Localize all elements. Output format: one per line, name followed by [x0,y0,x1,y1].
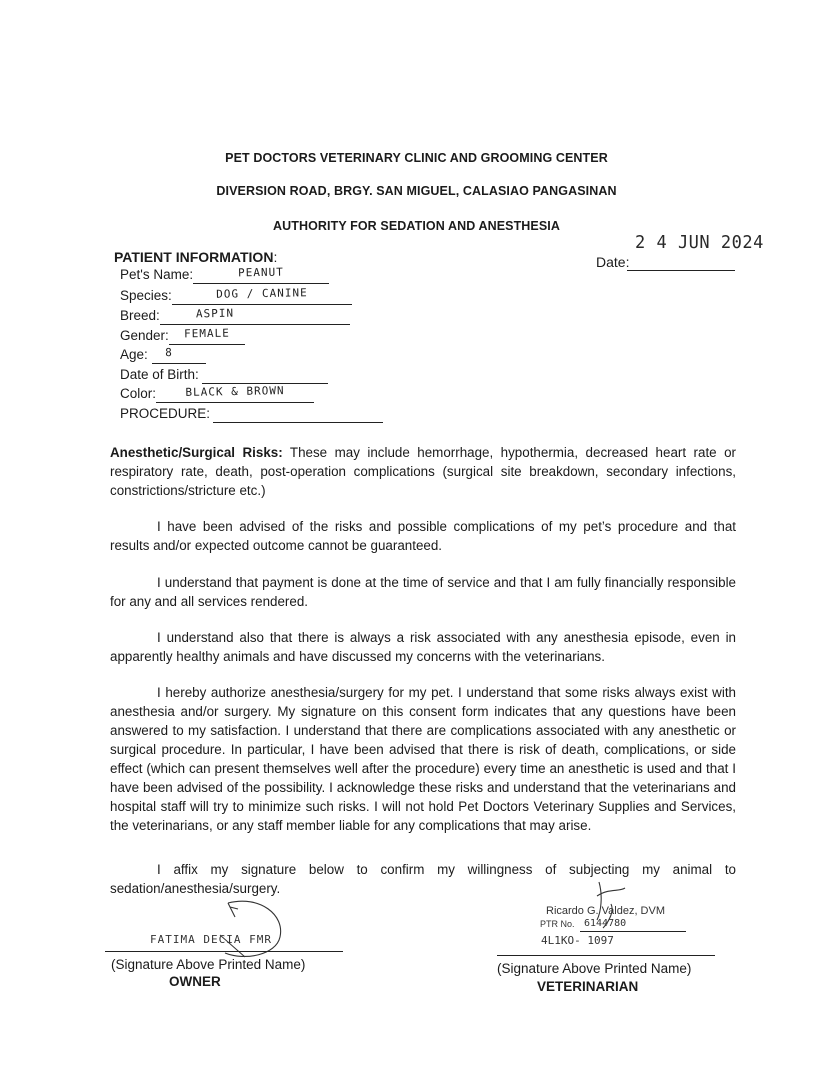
pet-name-field [120,266,329,284]
authorization-paragraph: I hereby authorize anesthesia/surgery for my pet. I understand that some risks always exist with anesthesia and/or surgery. My signature on this consent form indicates that any questions have been answered to my satisfaction. I understand that there are complications associated with any anesthetic or surgical procedure. In particular, I have been advised that there is risk of death, complications, or side effect (which can present themselves well after the procedure) every time an anesthetic is used and that I have been advised of the possibility. I acknowledge these risks and understand that the veterinarians and hospital staff will try to minimize such risks. I will not hold Pet Doctors Veterinary Supplies and Services, the veterinarians, or any staff member liable for any complications that may arise. [110,685,736,833]
date-label: Date: [596,254,630,270]
vet-signature-line [497,955,715,956]
field-line [160,308,350,325]
field-line [193,267,329,284]
field-line [213,406,383,423]
field-label: Age: [120,347,148,362]
risks-label: Anesthetic/Surgical Risks: [110,445,283,460]
affix-signature-paragraph: I affix my signature below to confirm my willingness of subjecting my animal to sedation/anesthesia/surgery. [110,862,736,896]
risks-text: These may include hemorrhage, hypothermia, decreased heart rate or respiratory rate, death, post-operation complications (surgical site breakdown, secondary infections, constrictions/stricture etc.) [110,445,736,498]
vet-ptr-value: 6144780 [584,918,627,929]
field-value: BLACK & BROWN [185,384,285,399]
owner-signature-scribble [150,895,350,965]
field-line [156,386,314,403]
field-value: 8 [164,345,173,360]
field-value: FEMALE [183,326,230,341]
field-label: Breed: [120,308,160,323]
anesthesia-risk-paragraph: I understand also that there is always a risk associated with any anesthesia episode, even in apparently healthy animals and have discussed my concerns with the veterinarians. [110,630,736,664]
clinic-address: DIVERSION ROAD, BRGY. SAN MIGUEL, CALASIAO PANGASINAN [216,184,617,198]
clinic-name: PET DOCTORS VETERINARY CLINIC AND GROOMING CENTER [225,151,608,165]
field-label: Color: [120,386,157,401]
species-field [120,287,352,305]
date-stamp: 2 4 JUN 2024 [635,232,764,254]
field-label: Date of Birth: [120,367,199,382]
field-line [169,328,245,345]
field-label: Species: [120,288,172,303]
field-label: Gender: [120,328,169,343]
vet-ptr-line [580,931,686,932]
owner-signature-caption: (Signature Above Printed Name) [111,957,306,972]
gender-field [120,327,245,345]
risks-paragraph [110,443,736,500]
owner-handwritten-name: FATIMA DECIA FMR [150,933,272,946]
age-field [120,346,206,364]
form-title: AUTHORITY FOR SEDATION AND ANESTHESIA [272,219,561,233]
field-value: ASPIN [195,306,234,321]
owner-role-label: OWNER [169,974,221,989]
field-label: PROCEDURE: [120,406,211,421]
breed-field [120,307,350,325]
field-value: PEANUT [238,265,285,280]
patient-info-title: PATIENT INFORMATION: [114,249,278,265]
field-line [152,347,206,364]
vet-printed-name: Ricardo G. Valdez, DVM [546,905,666,917]
vet-ptr-label: PTR No. [540,919,575,929]
owner-signature-line [105,951,343,952]
field-line [172,288,352,305]
payment-paragraph: I understand that payment is done at the time of service and that I am fully financially responsible for any and all services rendered. [110,575,736,609]
color-field [120,385,314,403]
vet-role-label: VETERINARIAN [537,979,639,994]
date-line [627,270,735,271]
vet-extra-number: 4L1KO- 1097 [541,934,614,947]
field-value: DOG / CANINE [215,286,308,301]
field-label: Pet's Name: [120,267,194,282]
advised-paragraph: I have been advised of the risks and possible complications of my pet’s procedure and that results and/or expected outcome cannot be guaranteed. [110,519,736,553]
procedure-field [120,405,383,423]
field-value [213,420,383,423]
vet-signature-caption: (Signature Above Printed Name) [497,961,692,976]
